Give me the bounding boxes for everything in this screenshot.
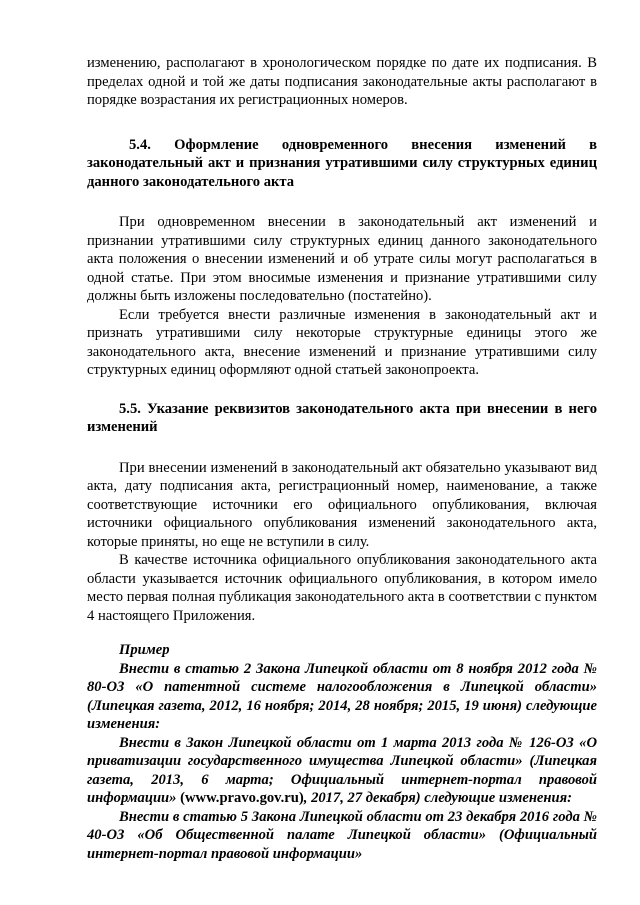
example-item-2 — [87, 734, 597, 808]
example-label: Пример — [119, 642, 170, 658]
example-item-3: Внести в статью 5 Закона Липецкой области от 23 декабря 2016 года № 40-ОЗ «Об Общественной палате Липецкой области» (Официальный интернет-портал правовой информации» — [87, 808, 597, 862]
section-heading-5-5: 5.5. Указание реквизитов законодательного акта при внесении в него изменений — [87, 400, 597, 435]
example-item-2-text-a: Внести в Закон Липецкой области от 1 марта 2013 года № 126-ОЗ «О приватизации государственного имущества Липецкой области» (Липецкая газета, 2013, 6 марта; Официальный интернет-портал правовой информации» — [87, 734, 597, 806]
section-5-5-paragraph-1: При внесении изменений в законодательный акт обязательно указывают вид акта, дату подписания акта, регистрационный номер, наименование, а также соответствующие источники его официального опубликования, включая источники официального опубликования изменений законодательного акта, которые приняты, но еще не вступили в силу. — [87, 459, 597, 550]
example-item-2-url: (www.pravo.gov.ru) — [180, 790, 304, 806]
example-item-1: Внести в статью 2 Закона Липецкой области от 8 ноября 2012 года № 80-ОЗ «О патентной системе налогообложения в Липецкой области» (Липецкая газета, 2012, 16 ноября; 2014, 28 ноября; 2015, 19 июня) следующие изменения: — [87, 660, 597, 732]
section-5-4-paragraph-1: При одновременном внесении в законодательный акт изменений и признании утратившими силу структурных единиц данного законодательного акта положения о внесении изменений и об утрате силы могут располагаться в одной статье. При этом вносимые изменения и признание утратившими силу должны быть изложены последовательно (постатейно). — [87, 214, 597, 304]
example-item-2-text-b: , 2017, 27 декабря) следующие изменения: — [303, 790, 573, 806]
section-5-5-paragraph-2: В качестве источника официального опубликования законодательного акта области указывается источник официального опубликования, в котором имело место первая полная публикация законодательного акта в соответствии с пунктом 4 настоящего Приложения. — [87, 552, 597, 624]
document-body — [87, 54, 597, 863]
continuation-paragraph: изменению, располагают в хронологическом порядке по дате их подписания. В пределах одной и той же даты подписания законодательные акты располагают в порядке возрастания их регистрационных номеров. — [87, 55, 597, 108]
section-5-4-paragraph-2: Если требуется внести различные изменения в законодательный акт и признать утратившими силу некоторые структурные единицы этого же законодательного акта, внесение изменений и признание утратившими силу структурных единиц оформляют одной статьей законопроекта. — [87, 306, 597, 378]
section-heading-5-4: 5.4. Оформление одновременного внесения изменений в законодательный акт и признания утратившими силу структурных единиц данного законодательного акта — [87, 136, 597, 190]
